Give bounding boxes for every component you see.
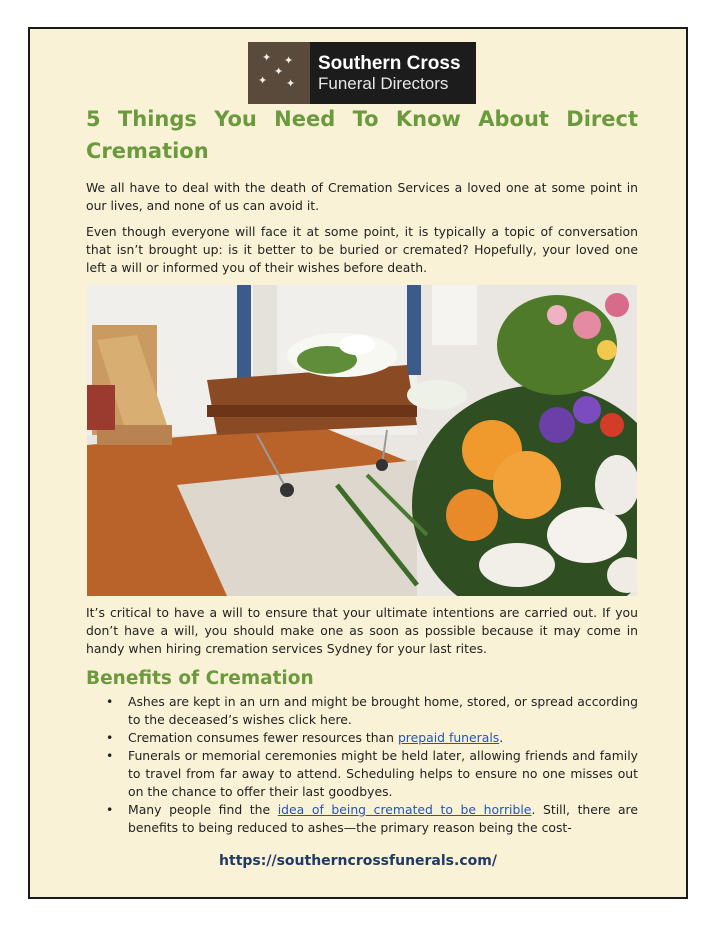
will-paragraph: It’s critical to have a will to ensure that your ultimate intentions are carried out. If you don’t have a will, you should make one as soon as possible because it may come in handy when hiring cremation services Sydney for your last rites. <box>86 605 638 656</box>
bullet-icon: • <box>106 748 114 763</box>
intro-paragraph-2: Even though everyone will face it at some point, it is typically a topic of conversation that isn’t brought up: is it better to be buried or cremated? Hopefully, your loved one left a will or informed you of their wishes before death. <box>86 224 638 275</box>
benefits-heading: Benefits of Cremation <box>86 668 314 689</box>
list-item <box>86 693 638 729</box>
list-item-text-end: . <box>499 730 504 745</box>
list-item <box>86 747 638 801</box>
southern-cross-stars-icon: ✦ ✦ ✦ ✦ ✦ <box>248 42 310 104</box>
bullet-icon: • <box>106 802 114 817</box>
list-item-text: Many people find the <box>128 802 278 817</box>
list-item <box>86 729 638 747</box>
logo-name: Southern Cross <box>318 52 461 74</box>
intro-paragraph-1: We all have to deal with the death of Cremation Services a loved one at some point in our lives, and none of us can avoid it. <box>86 180 638 213</box>
list-item-text: Ashes are kept in an urn and might be brought home, stored, or spread according to the deceased’s wishes click here. <box>128 694 638 727</box>
page-title: 5 Things You Need To Know About Direct Cremation <box>86 107 638 163</box>
cremation-idea-link[interactable]: idea of being cremated to be horrible <box>277 802 532 817</box>
bullet-icon: • <box>106 694 114 709</box>
prepaid-funerals-link[interactable]: prepaid funerals <box>397 730 500 745</box>
website-url-link[interactable]: https://southerncrossfunerals.com/ <box>219 853 497 869</box>
document-page <box>28 27 688 899</box>
company-logo <box>248 42 476 104</box>
logo-tagline: Funeral Directors <box>318 73 449 93</box>
bullet-icon: • <box>106 730 114 745</box>
list-item-text: Cremation consumes fewer resources than <box>128 730 398 745</box>
casket-flowers-photo <box>87 285 637 596</box>
list-item-text-end: . Still, there are benefits to being reduced to ashes—the primary reason being the cost- <box>128 802 638 835</box>
list-item <box>86 801 638 837</box>
list-item-text: Funerals or memorial ceremonies might be held later, allowing friends and family to travel from far away to attend. Scheduling helps to ensure no one misses out on the chance to offer their last goodbyes. <box>128 748 638 799</box>
benefits-list <box>86 693 638 837</box>
